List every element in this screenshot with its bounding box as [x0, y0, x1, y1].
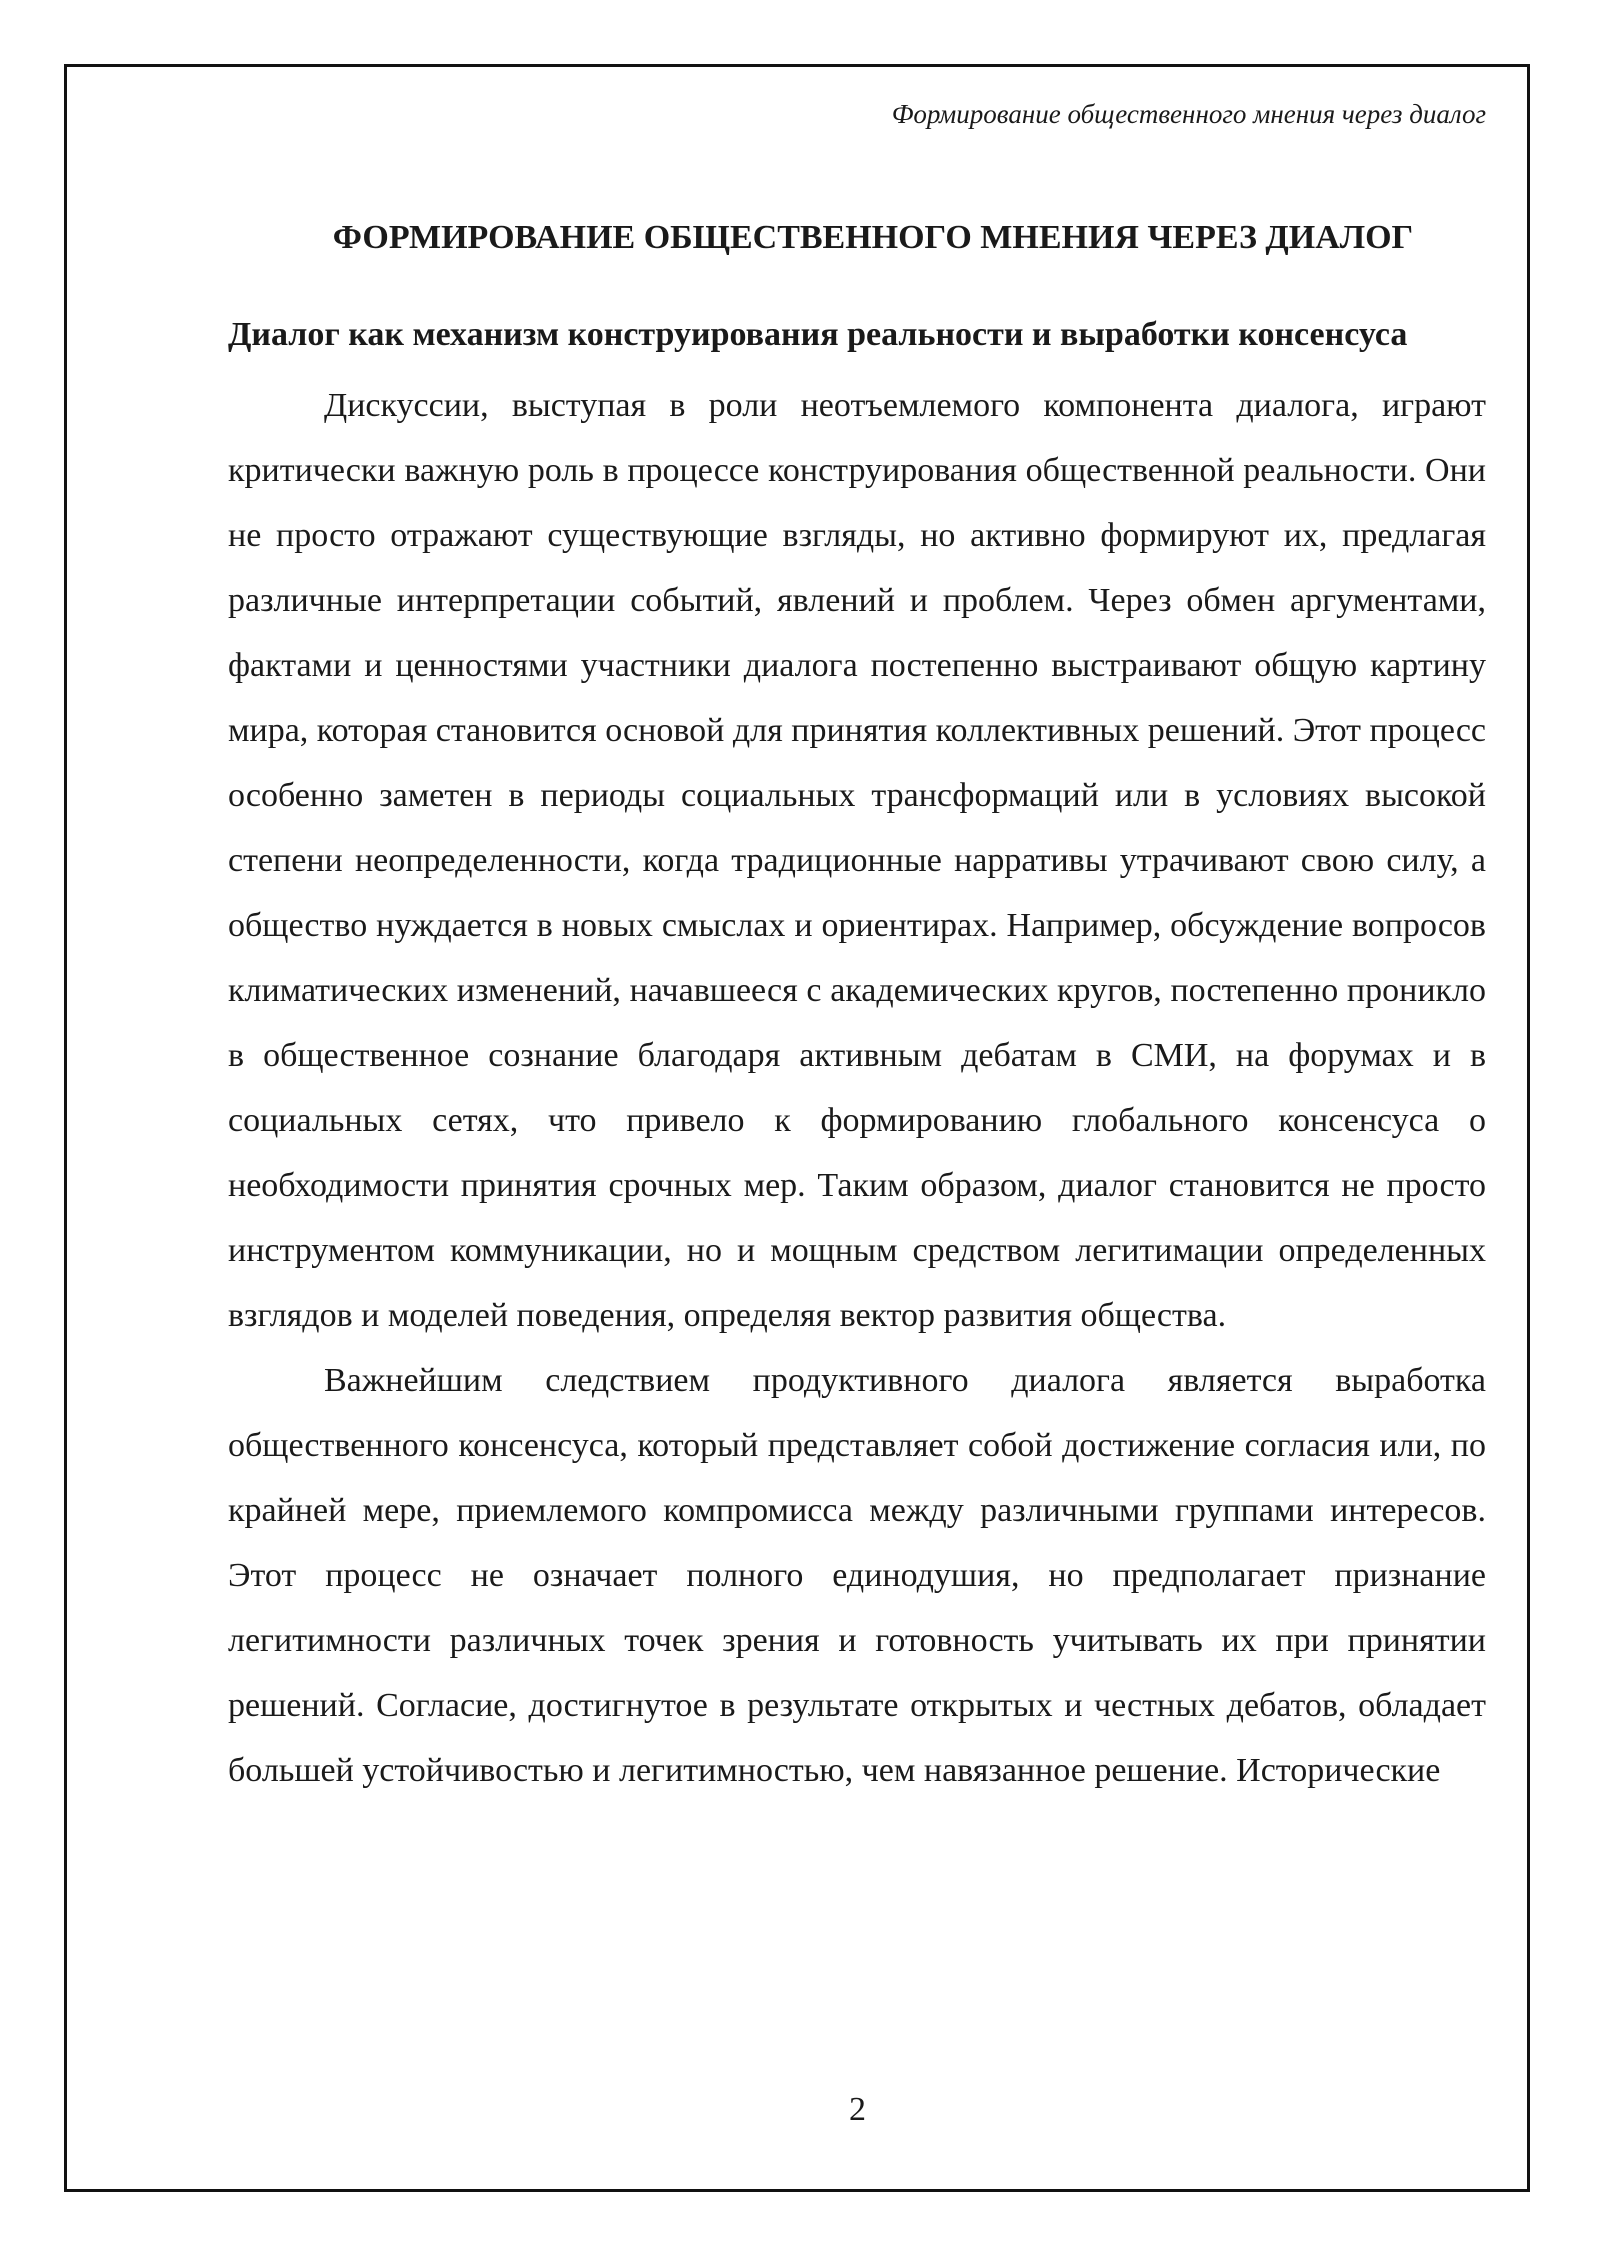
section-heading: Диалог как механизм конструирования реальности и выработки консенсуса — [228, 316, 1408, 353]
page-number: 2 — [849, 2091, 866, 2128]
document-title: ФОРМИРОВАНИЕ ОБЩЕСТВЕННОГО МНЕНИЯ ЧЕРЕЗ ДИАЛОГ — [332, 219, 1414, 256]
paragraph-2: Важнейшим следствием продуктивного диалога является выработка общественного консенсуса, который представляет собой достижение согласия или, по крайней мере, приемлемого компромисса между различными группами интересов. Этот процесс не означает полного единодушия, но предполагает признание легитимности различных точек зрения и готовность учитывать их при принятии решений. Согласие, достигнутое в результате открытых и честных дебатов, обладает большей устойчивостью и легитимностью, чем навязанное решение. Исторические — [228, 1362, 1486, 1789]
paragraph-1: Дискуссии, выступая в роли неотъемлемого компонента диалога, играют критически важную роль в процессе конструирования общественной реальности. Они не просто отражают существующие взгляды, но активно формируют их, предлагая различные интерпретации событий, явлений и проблем. Через обмен аргументами, фактами и ценностями участники диалога постепенно выстраивают общую картину мира, которая становится основой для принятия коллективных решений. Этот процесс особенно заметен в периоды социальных трансформаций или в условиях высокой степени неопределенности, когда традиционные нарративы утрачивают свою силу, а общество нуждается в новых смыслах и ориентирах. Например, обсуждение вопросов климатических изменений, начавшееся с академических кругов, постепенно проникло в общественное сознание благодаря активным дебатам в СМИ, на форумах и в социальных сетях, что привело к формированию глобального консенсуса о необходимости принятия срочных мер. Таким образом, диалог становится не просто инструментом коммуникации, но и мощным средством легитимации определенных взглядов и моделей поведения, определяя вектор развития общества. — [228, 387, 1486, 1334]
document-body — [228, 208, 1486, 1803]
running-header: Формирование общественного мнения через диалог — [891, 99, 1486, 129]
